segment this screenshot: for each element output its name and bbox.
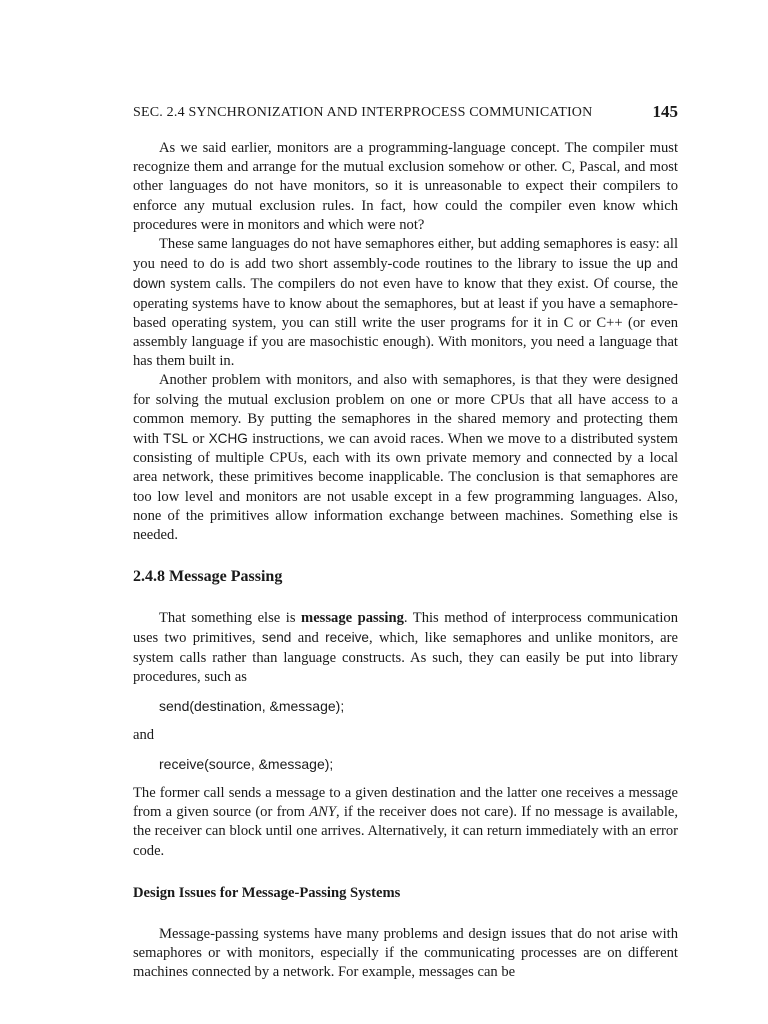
up-call: up <box>636 256 652 272</box>
send-primitive: send <box>261 630 292 646</box>
section-header: SEC. 2.4 SYNCHRONIZATION AND INTERPROCESS COMMUNICATION <box>133 105 593 120</box>
code-send: send(destination, &message); <box>159 698 345 715</box>
tsl-instruction: TSL <box>163 431 189 447</box>
paragraph-message-passing: That something else is message passing. This method of interprocess communication uses two primitives, send and receive, which, like semaphores and unlike monitors, are system calls rather than language constructs. As such, they can easily be put into library procedures, such as <box>133 610 679 685</box>
paragraph-distributed-problem: Another problem with monitors, and also with semaphores, is that they were designed for solving the mutual exclusion problem on one or more CPUs that all have access to a common memory. By putting the semaphores in the shared memory and protecting them with TSL or XCHG instructions, we can avoid races. When we move to a distributed system consisting of multiple CPUs, each with its own private memory and connected by a local area network, these primitives become inapplicable. The conclusion is that semaphores are too low level and monitors are not usable except in a few programming languages. Also, none of the primitives allow information exchange between machines. Something else is needed. <box>133 372 678 544</box>
page-number: 145 <box>652 102 678 121</box>
page-body <box>133 139 678 983</box>
paragraph-monitors-concept: As we said earlier, monitors are a programming-language concept. The compiler must recognize them and arrange for the mutual exclusion somehow or other. C, Pascal, and most other languages do not have monitors, so it is unreasonable to expect their compilers to enforce any mutual exclusion rules. In fact, how could the compiler even know which procedures were in monitors and which were not? <box>133 140 678 233</box>
paragraph-semaphores-easy: These same languages do not have semaphores either, but adding semaphores is easy: all you need to do is add two short assembly-code routines to the library to issue the up and down system calls. The compilers do not even have to know that they exist. Of course, the operating systems have to know about the semaphores, but at least if you have a semaphore-based operating system, you can still write the user programs for it in C or C++ (or even assembly language if you are masochistic enough). With monitors, you need a language that has them built in. <box>133 236 678 370</box>
xchg-instruction: XCHG <box>208 431 248 447</box>
and-text: and <box>133 727 155 744</box>
down-call: down <box>133 276 166 292</box>
code-receive: receive(source, &message); <box>159 756 334 773</box>
paragraph-design-issues: Message-passing systems have many problems and design issues that do not arise with semaphores or with monitors, especially if the communicating processes are on different machines connected by a network. For example, messages can be <box>133 925 678 981</box>
subsection-heading: Design Issues for Message-Passing Systems <box>133 884 401 901</box>
section-heading: 2.4.8 Message Passing <box>133 568 283 586</box>
any-keyword: ANY <box>309 804 336 821</box>
receive-primitive: receive <box>325 630 369 646</box>
paragraph-call-semantics: The former call sends a message to a given destination and the latter one receives a message from a given source (or from ANY, if the receiver does not care). If no message is available, the receiver can block until one arrives. Alternatively, it can return immediately with an error code. <box>133 785 678 859</box>
term-message-passing: message passing <box>301 610 404 627</box>
running-header <box>133 103 678 123</box>
